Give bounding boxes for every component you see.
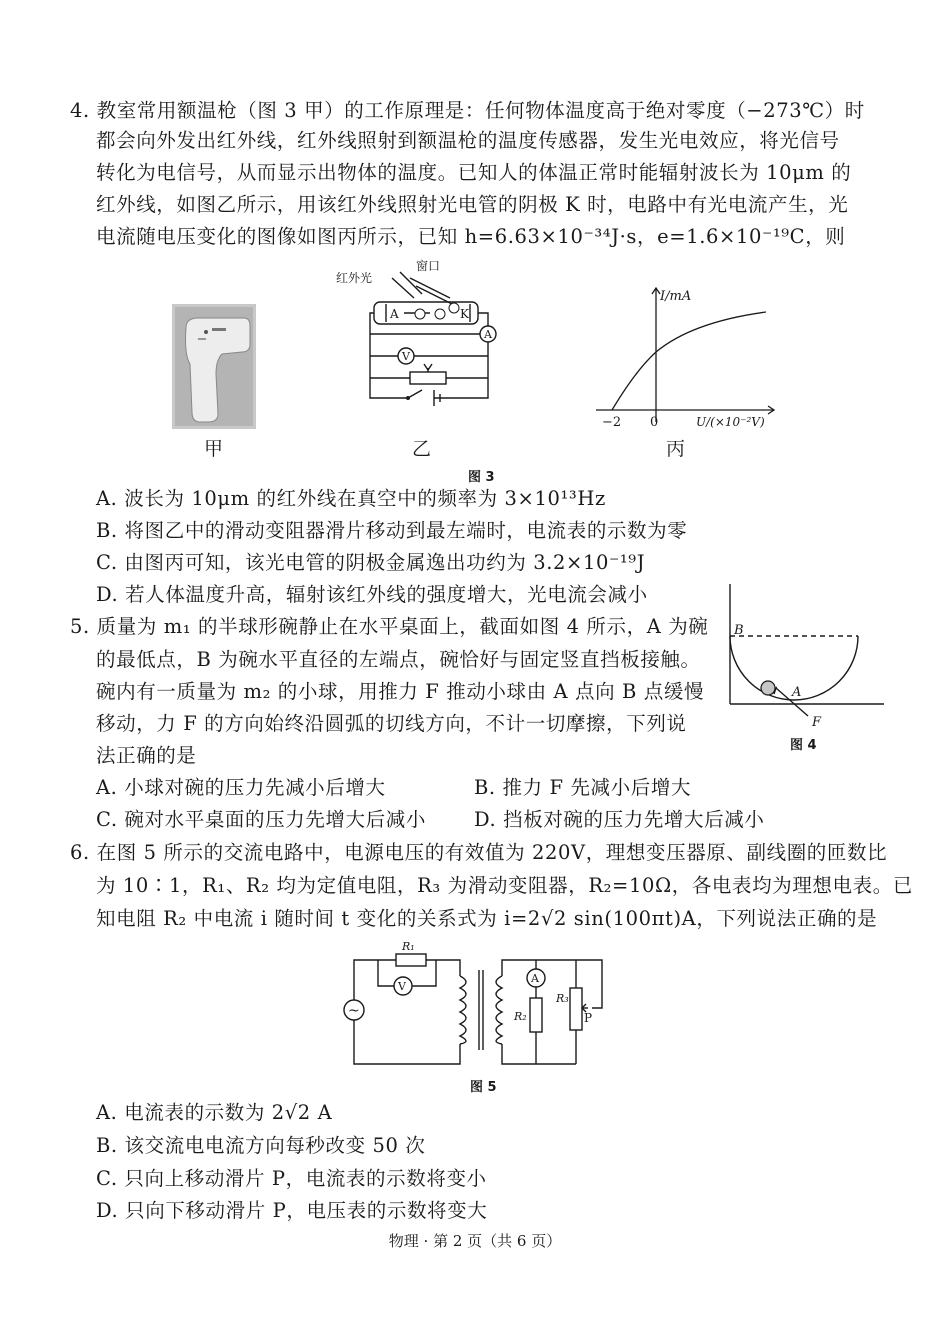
q6-line-2: 为 10∶1，R₁、R₂ 均为定值电阻，R₃ 为滑动变阻器，R₂=10Ω，各电表均为理想电表。已 <box>96 874 913 897</box>
graph-ylabel: I/mA <box>660 289 692 304</box>
label-slider-p: P <box>584 1011 593 1025</box>
q5-line-3: 碗内有一质量为 m₂ 的小球，用推力 F 推动小球由 A 点向 B 点缓慢 <box>96 680 705 703</box>
q5-line-4: 移动，力 F 的方向始终沿圆弧的切线方向，不计一切摩擦，下列说 <box>96 712 687 735</box>
q5-option-a: A. 小球对碗的压力先减小后增大 <box>96 776 386 799</box>
transformer-circuit <box>340 940 610 1075</box>
thermometer-photo <box>172 304 256 429</box>
label-anode: A <box>390 307 399 321</box>
label-point-b: B <box>734 623 744 638</box>
q4-line-4: 红外线，如图乙所示，用该红外线照射光电管的阴极 K 时，电路中有光电流产生，光 <box>96 193 849 216</box>
q4-option-c: C. 由图丙可知，该光电管的阴极金属逸出功约为 3.2×10⁻¹⁹J <box>96 551 646 574</box>
tick-zero: 0 <box>650 415 659 430</box>
label-yi: 乙 <box>412 438 432 460</box>
q4-option-b: B. 将图乙中的滑动变阻器滑片移动到最左端时，电流表的示数为零 <box>96 519 688 542</box>
label-force-f: F <box>812 715 822 730</box>
label-cathode: K <box>460 307 469 321</box>
label-infrared: 红外光 <box>336 271 373 285</box>
label-bing: 丙 <box>666 438 686 460</box>
ac-source-symbol: ~ <box>348 1003 360 1019</box>
q6-line-3: 知电阻 R₂ 中电流 i 随时间 t 变化的关系式为 i=2√2 sin(100πt)A，下列说法正确的是 <box>96 907 878 930</box>
q4-line-3: 转化为电信号，从而显示出物体的温度。已知人的体温正常时能辐射波长为 10μm 的 <box>96 161 852 184</box>
label-r3: R₃ <box>556 992 569 1005</box>
iu-graph <box>596 282 786 432</box>
label-point-a: A <box>792 685 802 700</box>
q4-line-5: 电流随电压变化的图像如图丙所示，已知 h=6.63×10⁻³⁴J·s，e=1.6×10⁻¹⁹C，则 <box>96 225 846 248</box>
fig3-caption: 图 3 <box>468 470 495 485</box>
q5-line-1: 5. 质量为 m₁ 的半球形碗静止在水平桌面上，截面如图 4 所示，A 为碗 <box>70 615 709 638</box>
graph-xlabel: U/(×10⁻²V) <box>696 415 765 429</box>
q5-option-d: D. 挡板对碗的压力先增大后减小 <box>474 808 765 831</box>
q4-line-1: 4. 教室常用额温枪（图 3 甲）的工作原理是：任何物体温度高于绝对零度（−273℃）时 <box>70 99 865 122</box>
label-r1: R₁ <box>402 940 415 953</box>
voltmeter-symbol-fig5: V <box>398 980 406 993</box>
voltmeter-symbol: V <box>402 350 410 363</box>
q4-option-a: A. 波长为 10μm 的红外线在真空中的频率为 3×10¹³Hz <box>96 487 606 510</box>
q4-option-d: D. 若人体温度升高，辐射该红外线的强度增大，光电流会减小 <box>96 583 648 606</box>
q6-line-1: 6. 在图 5 所示的交流电路中，电源电压的有效值为 220V，理想变压器原、副线圈的匝数比 <box>70 841 888 864</box>
tick-neg-2: −2 <box>602 415 622 430</box>
q4-line-2: 都会向外发出红外线，红外线照射到额温枪的温度传感器，发生光电效应，将光信号 <box>96 129 840 152</box>
label-r2: R₂ <box>514 1010 527 1023</box>
q5-option-c: C. 碗对水平桌面的压力先增大后减小 <box>96 808 426 831</box>
q6-option-c: C. 只向上移动滑片 P，电流表的示数将变小 <box>96 1167 487 1190</box>
page-footer: 物理 · 第 2 页（共 6 页） <box>388 1232 562 1250</box>
label-jia: 甲 <box>204 438 224 460</box>
fig4-caption: 图 4 <box>790 738 817 753</box>
q5-option-b: B. 推力 F 先减小后增大 <box>474 776 692 799</box>
photocell-circuit <box>330 258 520 438</box>
label-window: 窗口 <box>416 259 441 273</box>
ammeter-symbol: A <box>484 328 492 341</box>
ammeter-symbol-fig5: A <box>531 972 539 985</box>
q5-line-5: 法正确的是 <box>96 744 197 767</box>
fig5-caption: 图 5 <box>470 1080 497 1095</box>
bowl-figure <box>728 584 884 730</box>
q6-option-b: B. 该交流电电流方向每秒改变 50 次 <box>96 1134 426 1157</box>
q5-line-2: 的最低点，B 为碗水平直径的左端点，碗恰好与固定竖直挡板接触。 <box>96 648 701 671</box>
q6-option-d: D. 只向下移动滑片 P，电压表的示数将变大 <box>96 1199 488 1222</box>
q6-option-a: A. 电流表的示数为 2√2 A <box>96 1101 333 1124</box>
